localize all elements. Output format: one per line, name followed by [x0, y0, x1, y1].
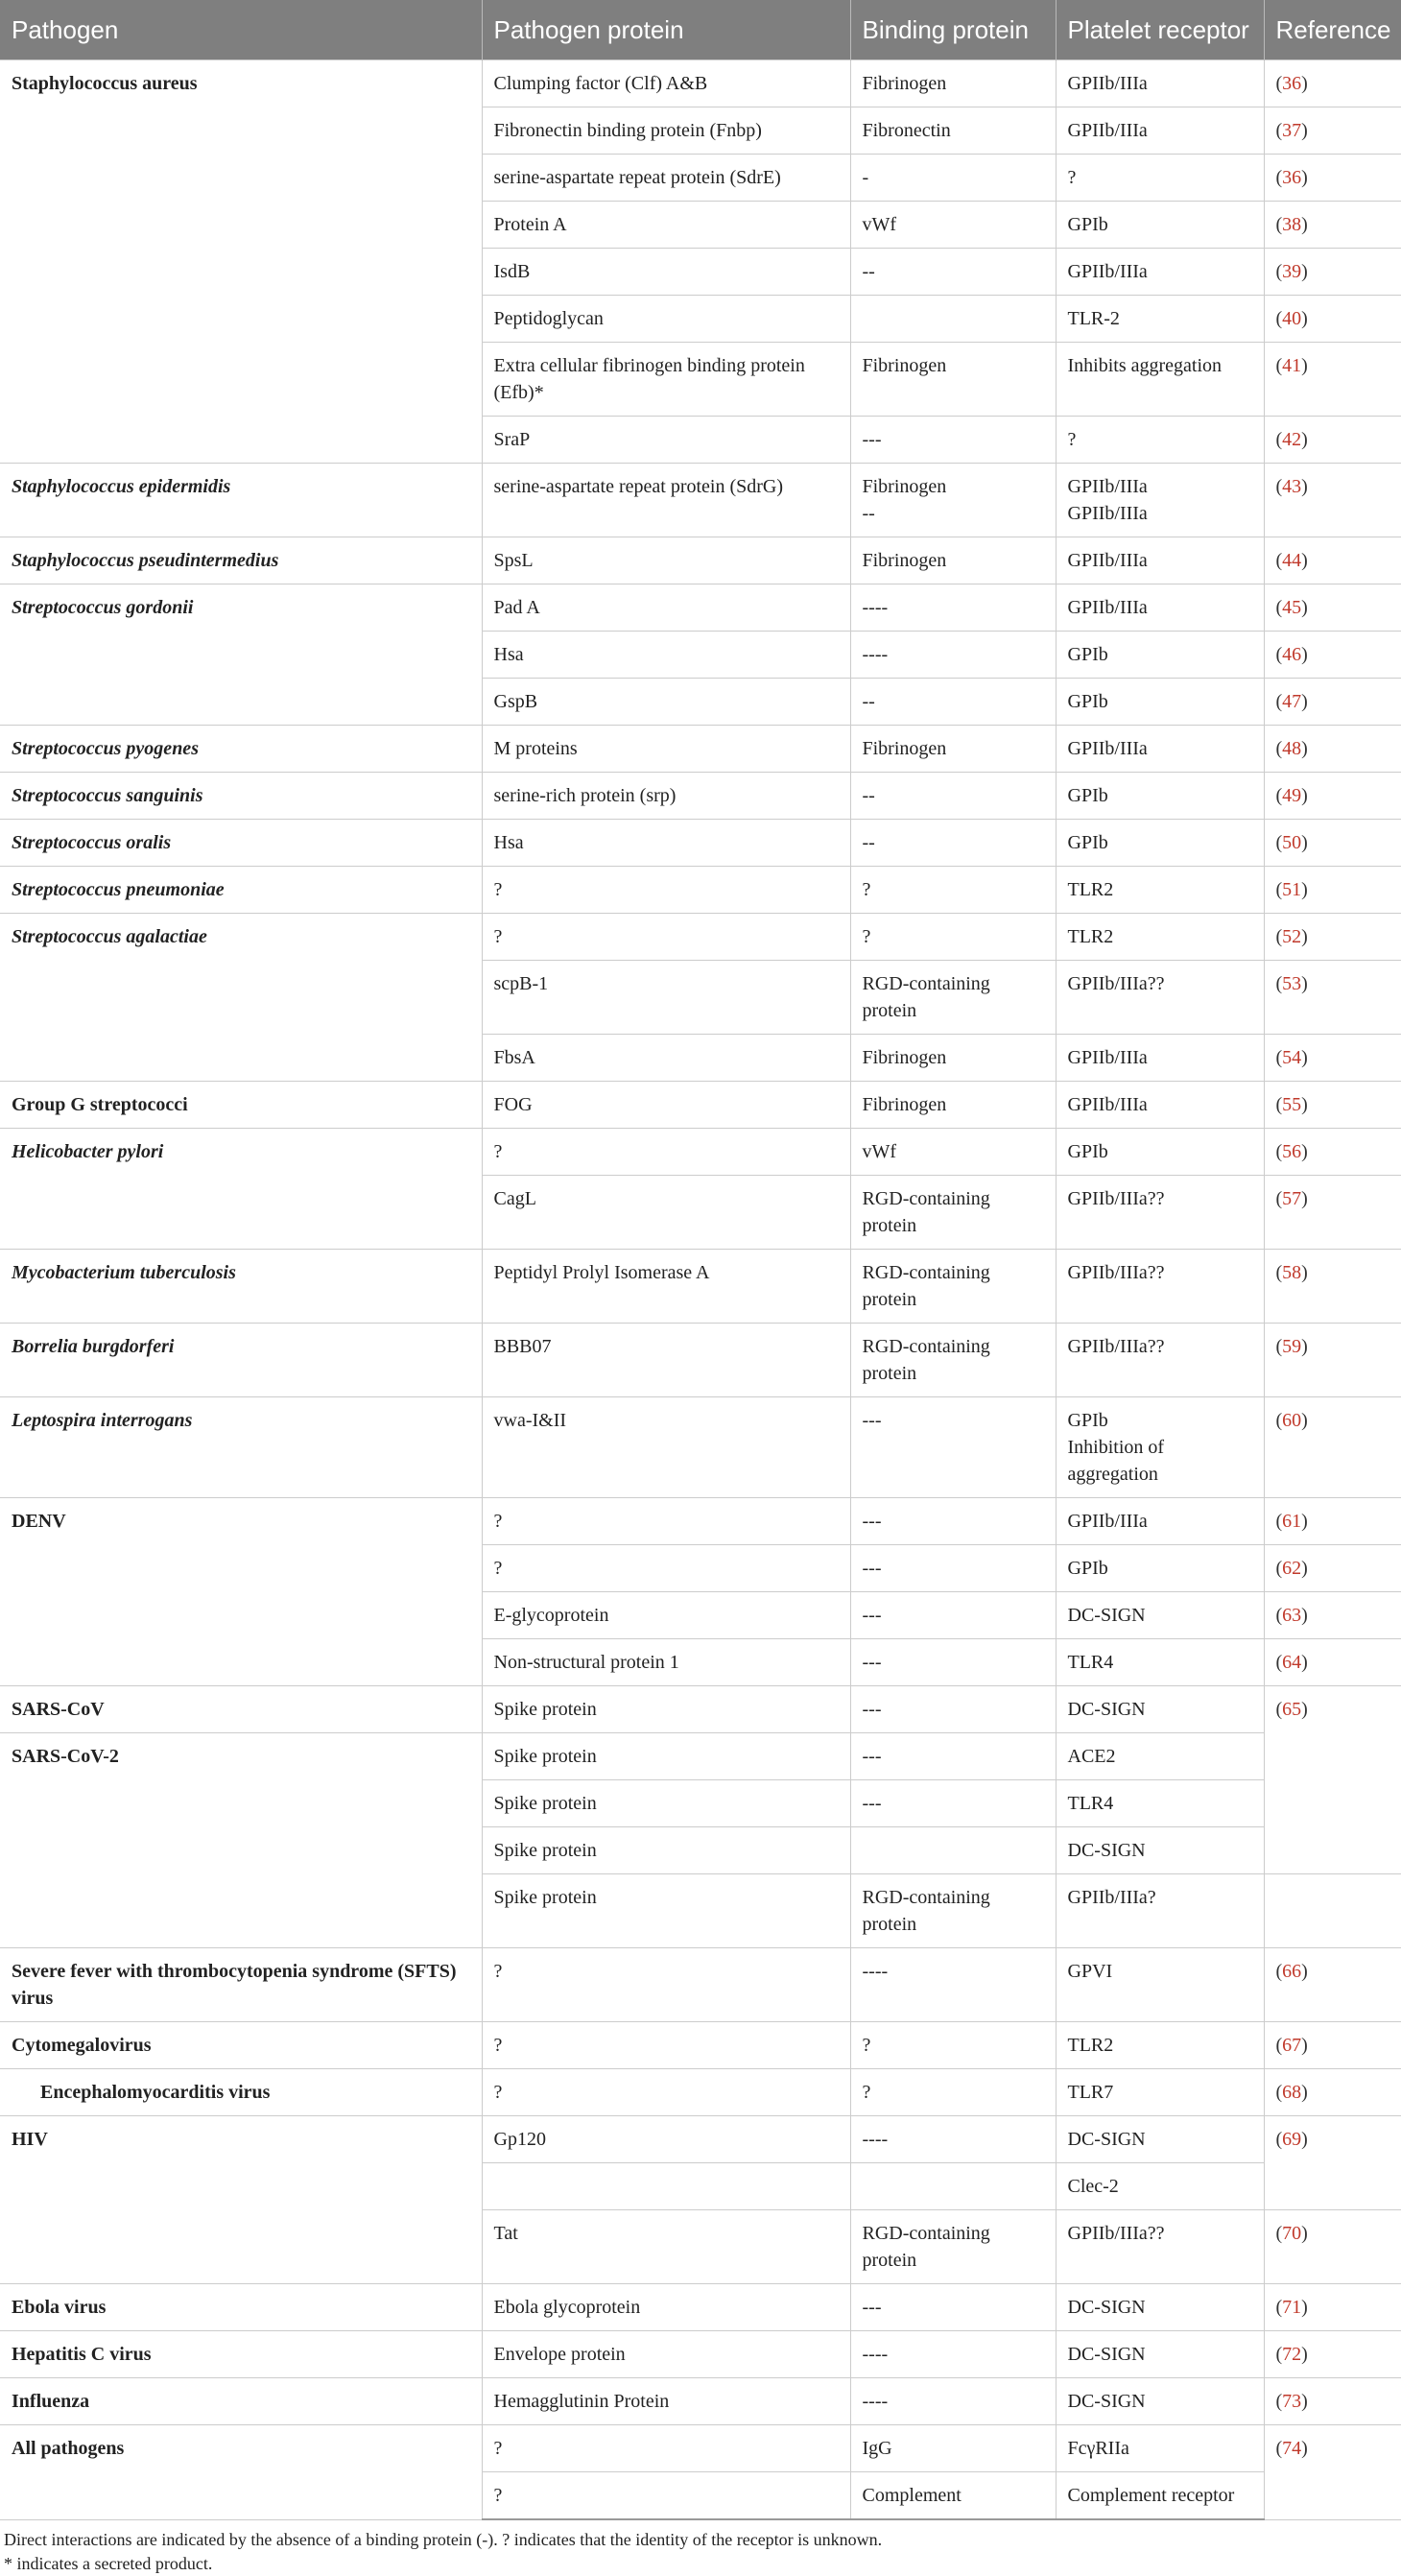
pathogen-protein-cell: serine-aspartate repeat protein (SdrE) [482, 155, 850, 202]
reference-cell: (53) [1264, 961, 1401, 1035]
pathogen-protein-cell: ? [482, 1545, 850, 1592]
binding-protein-cell: --- [850, 417, 1056, 464]
platelet-receptor-cell: TLR4 [1056, 1639, 1264, 1686]
table-row [0, 773, 1401, 820]
table-row [0, 2378, 1401, 2425]
platelet-receptor-cell: Clec-2 [1056, 2163, 1264, 2210]
header-binding-protein: Binding protein [850, 0, 1056, 60]
pathogen-protein-cell: Spike protein [482, 1780, 850, 1827]
binding-protein-cell: RGD-containing protein [850, 1324, 1056, 1397]
reference-link[interactable]: 46 [1282, 644, 1302, 665]
platelet-receptor-cell: TLR4 [1056, 1780, 1264, 1827]
platelet-receptor-cell: TLR2 [1056, 867, 1264, 914]
platelet-receptor-cell: GPIb [1056, 1545, 1264, 1592]
platelet-receptor-cell: GPIIb/IIIa GPIIb/IIIa [1056, 464, 1264, 537]
reference-link[interactable]: 49 [1282, 785, 1302, 806]
table-header-row [0, 0, 1401, 60]
pathogen-cell: Helicobacter pylori [0, 1129, 482, 1250]
reference-cell: (67) [1264, 2022, 1401, 2069]
header-reference: Reference [1264, 0, 1401, 60]
binding-protein-cell: Fibrinogen [850, 343, 1056, 417]
reference-link[interactable]: 57 [1282, 1188, 1302, 1209]
platelet-receptor-cell: GPIIb/IIIa?? [1056, 1176, 1264, 1250]
pathogen-cell: Streptococcus sanguinis [0, 773, 482, 820]
binding-protein-cell: RGD-containing protein [850, 2210, 1056, 2284]
pathogen-cell: Streptococcus pneumoniae [0, 867, 482, 914]
binding-protein-cell: ---- [850, 2116, 1056, 2163]
platelet-receptor-cell: DC-SIGN [1056, 2284, 1264, 2331]
pathogen-protein-cell: FOG [482, 1082, 850, 1129]
binding-protein-cell: -- [850, 820, 1056, 867]
platelet-receptor-cell: DC-SIGN [1056, 1827, 1264, 1874]
pathogen-protein-cell: CagL [482, 1176, 850, 1250]
pathogen-protein-cell: M proteins [482, 726, 850, 773]
platelet-receptor-cell: GPIIb/IIIa?? [1056, 1250, 1264, 1324]
binding-protein-cell: Fibrinogen [850, 60, 1056, 107]
binding-protein-cell: RGD-containing protein [850, 1176, 1056, 1250]
binding-protein-cell: -- [850, 679, 1056, 726]
binding-protein-cell: Fibrinogen [850, 537, 1056, 584]
pathogen-protein-cell: ? [482, 914, 850, 961]
platelet-receptor-cell: GPIIb/IIIa [1056, 1082, 1264, 1129]
binding-protein-cell: Complement [850, 2472, 1056, 2520]
reference-cell: (55) [1264, 1082, 1401, 1129]
pathogen-protein-cell: Protein A [482, 202, 850, 249]
pathogen-cell: SARS-CoV [0, 1686, 482, 1733]
reference-cell: (49) [1264, 773, 1401, 820]
pathogen-protein-cell: Envelope protein [482, 2331, 850, 2378]
footnote: Direct interactions are indicated by the absence of a binding protein (-). ? indicates that the identity of the receptor is unknown. [4, 2530, 883, 2549]
binding-protein-cell: ? [850, 914, 1056, 961]
table-row [0, 464, 1401, 537]
header-pathogen: Pathogen [0, 0, 482, 60]
pathogen-cell: Group G streptococci [0, 1082, 482, 1129]
platelet-receptor-cell: GPIb [1056, 773, 1264, 820]
pathogen-protein-cell: ? [482, 1498, 850, 1545]
table-row [0, 584, 1401, 632]
table-row [0, 2331, 1401, 2378]
pathogen-cell: Cytomegalovirus [0, 2022, 482, 2069]
platelet-receptor-cell: DC-SIGN [1056, 2378, 1264, 2425]
platelet-receptor-cell: DC-SIGN [1056, 1686, 1264, 1733]
reference-link[interactable]: 43 [1282, 476, 1302, 497]
reference-link[interactable]: 68 [1282, 2082, 1302, 2103]
reference-link[interactable]: 47 [1282, 691, 1302, 712]
pathogen-cell: Streptococcus gordonii [0, 584, 482, 726]
platelet-receptor-cell: GPIIb/IIIa [1056, 1035, 1264, 1082]
platelet-receptor-cell: GPIb [1056, 679, 1264, 726]
header-pathogen-protein: Pathogen protein [482, 0, 850, 60]
binding-protein-cell: RGD-containing protein [850, 1874, 1056, 1948]
reference-link[interactable]: 59 [1282, 1336, 1302, 1357]
platelet-receptor-cell: DC-SIGN [1056, 2116, 1264, 2163]
platelet-receptor-cell: GPIIb/IIIa? [1056, 1874, 1264, 1948]
binding-protein-cell: ? [850, 2069, 1056, 2116]
reference-cell: (36) [1264, 155, 1401, 202]
binding-protein-cell: -- [850, 249, 1056, 296]
table-row [0, 60, 1401, 107]
pathogen-protein-cell: ? [482, 2425, 850, 2472]
pathogen-protein-cell: BBB07 [482, 1324, 850, 1397]
reference-link[interactable]: 42 [1282, 429, 1302, 450]
pathogen-protein-cell: Pad A [482, 584, 850, 632]
pathogen-protein-cell: Spike protein [482, 1733, 850, 1780]
reference-cell: (65) [1264, 1686, 1401, 1874]
reference-cell: (61) [1264, 1498, 1401, 1545]
table-row [0, 726, 1401, 773]
platelet-receptor-cell: DC-SIGN [1056, 1592, 1264, 1639]
platelet-receptor-cell: ACE2 [1056, 1733, 1264, 1780]
pathogen-protein-cell: scpB-1 [482, 961, 850, 1035]
binding-protein-cell: IgG [850, 2425, 1056, 2472]
pathogen-cell: Streptococcus oralis [0, 820, 482, 867]
reference-link[interactable]: 39 [1282, 261, 1302, 282]
reference-cell: (48) [1264, 726, 1401, 773]
reference-cell [1264, 1874, 1401, 1948]
reference-link[interactable]: 36 [1282, 73, 1302, 94]
table-row [0, 2022, 1401, 2069]
table-row [0, 1686, 1401, 1733]
binding-protein-cell: ---- [850, 584, 1056, 632]
pathogen-protein-cell: ? [482, 1948, 850, 2022]
reference-cell: (64) [1264, 1639, 1401, 1686]
binding-protein-cell: -- [850, 773, 1056, 820]
pathogen-protein-cell: Hsa [482, 632, 850, 679]
binding-protein-cell: --- [850, 1592, 1056, 1639]
pathogen-protein-cell: Extra cellular fibrinogen binding protein (Efb)* [482, 343, 850, 417]
platelet-receptor-cell: GPIIb/IIIa [1056, 249, 1264, 296]
reference-cell: (47) [1264, 679, 1401, 726]
reference-link[interactable]: 38 [1282, 214, 1302, 235]
reference-link[interactable]: 71 [1282, 2297, 1302, 2318]
reference-link[interactable]: 58 [1282, 1262, 1302, 1283]
platelet-receptor-cell: GPIIb/IIIa?? [1056, 2210, 1264, 2284]
table-row [0, 1498, 1401, 1545]
binding-protein-cell: vWf [850, 202, 1056, 249]
reference-cell: (51) [1264, 867, 1401, 914]
reference-cell: (45) [1264, 584, 1401, 632]
reference-cell: (41) [1264, 343, 1401, 417]
reference-cell: (56) [1264, 1129, 1401, 1176]
binding-protein-cell: Fibronectin [850, 107, 1056, 155]
reference-link[interactable]: 64 [1282, 1652, 1302, 1673]
pathogen-protein-cell: Tat [482, 2210, 850, 2284]
pathogen-cell: Hepatitis C virus [0, 2331, 482, 2378]
binding-protein-cell: - [850, 155, 1056, 202]
platelet-receptor-cell: GPIIb/IIIa [1056, 584, 1264, 632]
pathogen-cell: SARS-CoV-2 [0, 1733, 482, 1948]
reference-link[interactable]: 45 [1282, 597, 1302, 618]
pathogen-cell: Borrelia burgdorferi [0, 1324, 482, 1397]
table-row [0, 537, 1401, 584]
platelet-receptor-cell: GPVI [1056, 1948, 1264, 2022]
table-row [0, 1082, 1401, 1129]
table-body [0, 60, 1401, 2520]
pathogen-protein-cell: Spike protein [482, 1827, 850, 1874]
platelet-receptor-cell: TLR-2 [1056, 296, 1264, 343]
pathogen-protein-cell: GspB [482, 679, 850, 726]
platelet-receptor-cell: Complement receptor [1056, 2472, 1264, 2520]
pathogen-protein-cell: ? [482, 2069, 850, 2116]
pathogen-protein-cell: SraP [482, 417, 850, 464]
pathogen-protein-cell: Clumping factor (Clf) A&B [482, 60, 850, 107]
pathogen-protein-cell: Hemagglutinin Protein [482, 2378, 850, 2425]
pathogen-protein-cell: Non-structural protein 1 [482, 1639, 850, 1686]
reference-link[interactable]: 36 [1282, 167, 1302, 188]
reference-link[interactable]: 52 [1282, 926, 1302, 947]
table-row [0, 1948, 1401, 2022]
reference-link[interactable]: 48 [1282, 738, 1302, 759]
binding-protein-cell: ---- [850, 2378, 1056, 2425]
platelet-receptor-cell: GPIb Inhibition of aggregation [1056, 1397, 1264, 1498]
table-row [0, 1397, 1401, 1498]
reference-cell: (57) [1264, 1176, 1401, 1250]
reference-link[interactable]: 40 [1282, 308, 1302, 329]
reference-link[interactable]: 53 [1282, 973, 1302, 994]
reference-link[interactable]: 63 [1282, 1605, 1302, 1626]
binding-protein-cell: RGD-containing protein [850, 961, 1056, 1035]
binding-protein-cell: --- [850, 2284, 1056, 2331]
binding-protein-cell [850, 2163, 1056, 2210]
reference-link[interactable]: 44 [1282, 550, 1302, 571]
reference-link[interactable]: 67 [1282, 2035, 1302, 2056]
pathogen-cell: Ebola virus [0, 2284, 482, 2331]
binding-protein-cell: --- [850, 1780, 1056, 1827]
binding-protein-cell: --- [850, 1545, 1056, 1592]
platelet-receptor-cell: GPIIb/IIIa [1056, 107, 1264, 155]
reference-cell: (70) [1264, 2210, 1401, 2284]
reference-link[interactable]: 61 [1282, 1511, 1302, 1532]
reference-cell: (52) [1264, 914, 1401, 961]
binding-protein-cell: Fibrinogen [850, 1082, 1056, 1129]
pathogen-cell: Leptospira interrogans [0, 1397, 482, 1498]
pathogen-protein-cell: FbsA [482, 1035, 850, 1082]
platelet-receptor-cell: GPIIb/IIIa?? [1056, 961, 1264, 1035]
platelet-receptor-cell: TLR2 [1056, 914, 1264, 961]
table-row [0, 1129, 1401, 1176]
table-row [0, 867, 1401, 914]
binding-protein-cell: --- [850, 1686, 1056, 1733]
binding-protein-cell: ---- [850, 1948, 1056, 2022]
pathogen-protein-cell: serine-aspartate repeat protein (SdrG) [482, 464, 850, 537]
reference-link[interactable]: 50 [1282, 832, 1302, 853]
reference-link[interactable]: 51 [1282, 879, 1302, 900]
pathogen-cell: Staphylococcus pseudintermedius [0, 537, 482, 584]
table-row [0, 820, 1401, 867]
reference-cell: (68) [1264, 2069, 1401, 2116]
reference-link[interactable]: 62 [1282, 1558, 1302, 1579]
pathogen-protein-cell: ? [482, 2472, 850, 2520]
table-row [0, 2069, 1401, 2116]
pathogen-protein-cell: Spike protein [482, 1686, 850, 1733]
footnote: * indicates a secreted product. [4, 2554, 213, 2573]
pathogen-cell: Staphylococcus epidermidis [0, 464, 482, 537]
platelet-receptor-cell: GPIIb/IIIa [1056, 1498, 1264, 1545]
platelet-receptor-cell: FcγRIIa [1056, 2425, 1264, 2472]
pathogen-protein-cell: E-glycoprotein [482, 1592, 850, 1639]
table-row [0, 1733, 1401, 1780]
pathogen-protein-cell: Peptidoglycan [482, 296, 850, 343]
binding-protein-cell: ---- [850, 632, 1056, 679]
binding-protein-cell: ? [850, 2022, 1056, 2069]
header-platelet-receptor: Platelet receptor [1056, 0, 1264, 60]
reference-cell: (50) [1264, 820, 1401, 867]
pathogen-protein-cell: Peptidyl Prolyl Isomerase A [482, 1250, 850, 1324]
pathogen-protein-cell [482, 2163, 850, 2210]
pathogen-protein-cell: serine-rich protein (srp) [482, 773, 850, 820]
platelet-receptor-cell: GPIb [1056, 820, 1264, 867]
platelet-receptor-cell: GPIb [1056, 202, 1264, 249]
platelet-receptor-cell: TLR2 [1056, 2022, 1264, 2069]
pathogen-cell: DENV [0, 1498, 482, 1686]
binding-protein-cell: Fibrinogen [850, 726, 1056, 773]
pathogen-protein-cell: Hsa [482, 820, 850, 867]
binding-protein-cell: --- [850, 1639, 1056, 1686]
platelet-receptor-cell: DC-SIGN [1056, 2331, 1264, 2378]
reference-cell: (36) [1264, 60, 1401, 107]
binding-protein-cell: Fibrinogen [850, 1035, 1056, 1082]
table-row [0, 1250, 1401, 1324]
reference-link[interactable]: 65 [1282, 1699, 1302, 1720]
pathogen-protein-cell: Spike protein [482, 1874, 850, 1948]
platelet-receptor-cell: GPIb [1056, 632, 1264, 679]
reference-cell: (42) [1264, 417, 1401, 464]
reference-cell: (37) [1264, 107, 1401, 155]
pathogen-protein-cell: Gp120 [482, 2116, 850, 2163]
reference-cell: (74) [1264, 2425, 1401, 2520]
table-row [0, 914, 1401, 961]
reference-cell: (40) [1264, 296, 1401, 343]
pathogen-cell: Influenza [0, 2378, 482, 2425]
reference-cell: (58) [1264, 1250, 1401, 1324]
binding-protein-cell: ---- [850, 2331, 1056, 2378]
reference-cell: (73) [1264, 2378, 1401, 2425]
reference-link[interactable]: 69 [1282, 2129, 1302, 2150]
reference-cell: (60) [1264, 1397, 1401, 1498]
reference-link[interactable]: 55 [1282, 1094, 1302, 1115]
reference-cell: (54) [1264, 1035, 1401, 1082]
table-footnotes [0, 2520, 1401, 2576]
platelet-receptor-cell: GPIIb/IIIa [1056, 726, 1264, 773]
binding-protein-cell: --- [850, 1733, 1056, 1780]
platelet-receptor-cell: GPIIb/IIIa [1056, 60, 1264, 107]
pathogen-cell: HIV [0, 2116, 482, 2284]
reference-link[interactable]: 72 [1282, 2344, 1302, 2365]
pathogen-protein-cell: ? [482, 2022, 850, 2069]
reference-cell: (46) [1264, 632, 1401, 679]
pathogen-protein-cell: Ebola glycoprotein [482, 2284, 850, 2331]
pathogen-protein-cell: ? [482, 1129, 850, 1176]
pathogen-protein-cell: IsdB [482, 249, 850, 296]
reference-link[interactable]: 70 [1282, 2223, 1302, 2244]
reference-cell: (43) [1264, 464, 1401, 537]
platelet-receptor-cell: GPIIb/IIIa [1056, 537, 1264, 584]
reference-link[interactable]: 37 [1282, 120, 1302, 141]
pathogen-cell: Streptococcus pyogenes [0, 726, 482, 773]
pathogen-cell: Encephalomyocarditis virus [0, 2069, 482, 2116]
platelet-receptor-cell: ? [1056, 155, 1264, 202]
reference-cell: (39) [1264, 249, 1401, 296]
binding-protein-cell: --- [850, 1498, 1056, 1545]
table-row [0, 2116, 1401, 2163]
table-row [0, 1324, 1401, 1397]
reference-cell: (63) [1264, 1592, 1401, 1639]
platelet-receptor-cell: GPIb [1056, 1129, 1264, 1176]
reference-cell: (71) [1264, 2284, 1401, 2331]
reference-link[interactable]: 74 [1282, 2438, 1302, 2459]
reference-link[interactable]: 60 [1282, 1410, 1302, 1431]
pathogen-cell: Severe fever with thrombocytopenia syndrome (SFTS) virus [0, 1948, 482, 2022]
reference-link[interactable]: 73 [1282, 2391, 1302, 2412]
reference-link[interactable]: 66 [1282, 1961, 1302, 1982]
reference-cell: (66) [1264, 1948, 1401, 2022]
reference-link[interactable]: 41 [1282, 355, 1302, 376]
binding-protein-cell: --- [850, 1397, 1056, 1498]
table-row [0, 2425, 1401, 2472]
binding-protein-cell: Fibrinogen -- [850, 464, 1056, 537]
reference-link[interactable]: 54 [1282, 1047, 1302, 1068]
binding-protein-cell [850, 1827, 1056, 1874]
pathogen-protein-cell: Fibronectin binding protein (Fnbp) [482, 107, 850, 155]
table-row [0, 2284, 1401, 2331]
pathogen-protein-cell: SpsL [482, 537, 850, 584]
reference-cell: (59) [1264, 1324, 1401, 1397]
reference-cell: (44) [1264, 537, 1401, 584]
reference-cell: (38) [1264, 202, 1401, 249]
pathogen-cell: Streptococcus agalactiae [0, 914, 482, 1082]
pathogen-cell: All pathogens [0, 2425, 482, 2520]
reference-link[interactable]: 56 [1282, 1141, 1302, 1162]
reference-cell: (72) [1264, 2331, 1401, 2378]
pathogen-protein-cell: vwa-I&II [482, 1397, 850, 1498]
platelet-receptor-cell: GPIIb/IIIa?? [1056, 1324, 1264, 1397]
pathogen-protein-cell: ? [482, 867, 850, 914]
binding-protein-cell: RGD-containing protein [850, 1250, 1056, 1324]
platelet-receptor-cell: ? [1056, 417, 1264, 464]
reference-cell: (69) [1264, 2116, 1401, 2210]
binding-protein-cell: vWf [850, 1129, 1056, 1176]
platelet-receptor-cell: Inhibits aggregation [1056, 343, 1264, 417]
pathogen-cell: Staphylococcus aureus [0, 60, 482, 464]
platelet-receptor-cell: TLR7 [1056, 2069, 1264, 2116]
binding-protein-cell: ? [850, 867, 1056, 914]
pathogen-cell: Mycobacterium tuberculosis [0, 1250, 482, 1324]
reference-cell: (62) [1264, 1545, 1401, 1592]
binding-protein-cell [850, 296, 1056, 343]
